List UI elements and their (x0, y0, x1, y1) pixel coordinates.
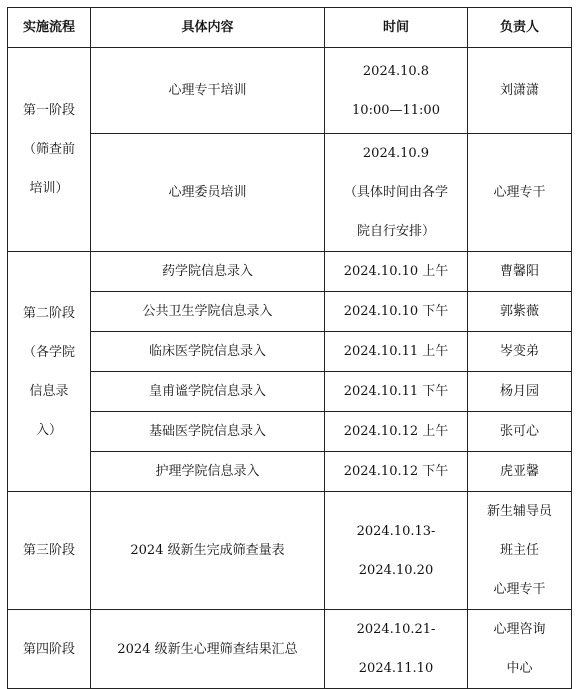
table-row (8, 292, 572, 332)
stage-1-owner: 刘潇潇 (468, 48, 572, 134)
stage-2-owner: 虎亚馨 (468, 452, 572, 492)
header-row (8, 8, 572, 48)
stage-2-owner: 郭紫薇 (468, 292, 572, 332)
stage-2-label: 第二阶段 （各学院 信息录 入） (8, 252, 91, 492)
stage-2-owner: 岑变弟 (468, 332, 572, 372)
table-row (8, 452, 572, 492)
header-time: 时间 (325, 8, 468, 48)
table-row (8, 492, 572, 610)
stage-2-time: 2024.10.12 上午 (325, 412, 468, 452)
stage-1-time: 2024.10.9 （具体时间由各学 院自行安排） (325, 134, 468, 252)
stage-4-content: 2024 级新生心理筛查结果汇总 (91, 610, 325, 689)
stage-2-time: 2024.10.10 下午 (325, 292, 468, 332)
table-row (8, 48, 572, 134)
stage-2-content: 临床医学院信息录入 (91, 332, 325, 372)
stage-1-content: 心理专干培训 (91, 48, 325, 134)
table-row (8, 372, 572, 412)
stage-1-time: 2024.10.8 10:00—11:00 (325, 48, 468, 134)
stage-1-label: 第一阶段 （筛查前 培训） (8, 48, 91, 252)
stage-2-owner: 张可心 (468, 412, 572, 452)
table-row (8, 134, 572, 252)
table-row (8, 412, 572, 452)
implementation-schedule-table (7, 7, 572, 689)
stage-2-owner: 曹馨阳 (468, 252, 572, 292)
stage-2-time: 2024.10.12 下午 (325, 452, 468, 492)
stage-2-time: 2024.10.10 上午 (325, 252, 468, 292)
stage-3-time: 2024.10.13- 2024.10.20 (325, 492, 468, 610)
stage-2-content: 公共卫生学院信息录入 (91, 292, 325, 332)
header-content: 具体内容 (91, 8, 325, 48)
stage-2-owner: 杨月园 (468, 372, 572, 412)
stage-4-time: 2024.10.21- 2024.11.10 (325, 610, 468, 689)
stage-2-content: 护理学院信息录入 (91, 452, 325, 492)
stage-1-owner: 心理专干 (468, 134, 572, 252)
stage-3-content: 2024 级新生完成筛查量表 (91, 492, 325, 610)
stage-4-owner: 心理咨询 中心 (468, 610, 572, 689)
table-row (8, 252, 572, 292)
stage-3-owner: 新生辅导员 班主任 心理专干 (468, 492, 572, 610)
header-owner: 负责人 (468, 8, 572, 48)
stage-2-content: 皇甫谧学院信息录入 (91, 372, 325, 412)
stage-1-content: 心理委员培训 (91, 134, 325, 252)
stage-2-time: 2024.10.11 下午 (325, 372, 468, 412)
header-process: 实施流程 (8, 8, 91, 48)
stage-2-content: 基础医学院信息录入 (91, 412, 325, 452)
stage-3-label: 第三阶段 (8, 492, 91, 610)
stage-4-label: 第四阶段 (8, 610, 91, 689)
table-row (8, 610, 572, 689)
stage-2-content: 药学院信息录入 (91, 252, 325, 292)
table-row (8, 332, 572, 372)
stage-2-time: 2024.10.11 上午 (325, 332, 468, 372)
